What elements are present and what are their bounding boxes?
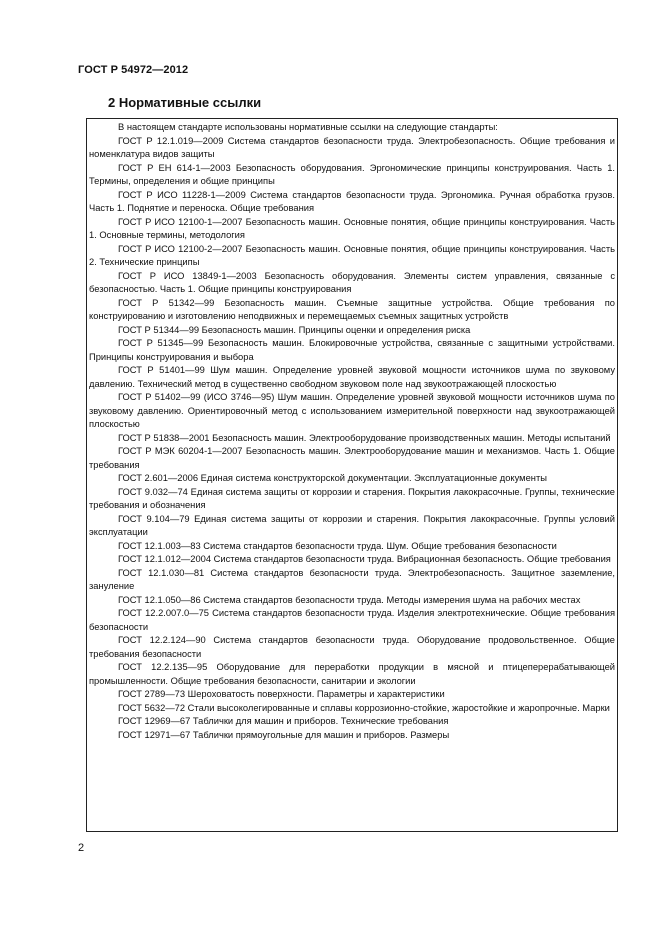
reference-item: ГОСТ Р 51344—99 Безопасность машин. Принципы оценки и определения риска [118, 324, 471, 335]
reference-item: ГОСТ 12971—67 Таблички прямоугольные для машин и приборов. Размеры [118, 729, 450, 740]
reference-item: ГОСТ 9.104—79 Единая система защиты от коррозии и старения. Покрытия лакокрасочные. Группы условий эксплуатации [89, 513, 615, 537]
reference-intro: В настоящем стандарте использованы нормативные ссылки на следующие стандарты: [118, 122, 498, 132]
reference-item: ГОСТ Р ИСО 13849-1—2003 Безопасность оборудования. Элементы систем управления, связанные с безопасностью. Часть 1. Общие принципы конструирования [89, 270, 615, 294]
reference-item: ГОСТ 12969—67 Таблички для машин и приборов. Технические требования [118, 716, 449, 726]
reference-item: ГОСТ Р 51342—99 Безопасность машин. Съемные защитные устройства. Общие требования по конструированию и изготовлению неподвижных и перемещаемых съемных защитных устройств [89, 297, 615, 321]
reference-item: ГОСТ Р МЭК 60204-1—2007 Безопасность машин. Электрооборудование машин и механизмов. Часть 1. Общие требования [89, 446, 615, 470]
reference-item: ГОСТ 12.1.030—81 Система стандартов безопасности труда. Электробезопасность. Защитное заземление, зануление [89, 567, 615, 591]
reference-item: ГОСТ Р ЕН 614-1—2003 Безопасность оборудования. Эргономические принципы конструирования. Часть 1. Термины, определения и общие принципы [89, 162, 615, 186]
reference-item: ГОСТ 12.1.012—2004 Система стандартов безопасности труда. Вибрационная безопасность. Общие требования [118, 554, 611, 564]
reference-item: ГОСТ Р 51838—2001 Безопасность машин. Электрооборудование производственных машин. Методы испытаний [118, 432, 611, 443]
reference-item: ГОСТ Р ИСО 12100-1—2007 Безопасность машин. Основные понятия, общие принципы конструирования. Часть 1. Основные термины, методология [89, 216, 615, 240]
reference-item: ГОСТ 12.1.003—83 Система стандартов безопасности труда. Шум. Общие требования безопасности [118, 540, 557, 551]
reference-item: ГОСТ 9.032—74 Единая система защиты от коррозии и старения. Покрытия лакокрасочные. Группы, технические требования и обозначения [89, 486, 615, 510]
document-header: ГОСТ Р 54972—2012 [78, 64, 189, 76]
reference-item: ГОСТ 12.2.007.0—75 Система стандартов безопасности труда. Изделия электротехнические. Общие требования безопасности [89, 608, 615, 632]
reference-item: ГОСТ Р 12.1.019—2009 Система стандартов безопасности труда. Электробезопасность. Общие требования и номенклатура видов защиты [89, 135, 615, 159]
reference-item: ГОСТ Р 51402—99 (ИСО 3746—95) Шум машин. Определение уровней звуковой мощности источников шума по звуковому давлению. Ориентировочный метод с использованием измерительной поверхности над звукоотражающей плоскостью [89, 392, 615, 429]
reference-item: ГОСТ 12.1.050—86 Система стандартов безопасности труда. Методы измерения шума на рабочих местах [118, 594, 581, 605]
references-list [89, 121, 615, 742]
page-number: 2 [78, 842, 85, 854]
reference-item: ГОСТ 2789—73 Шероховатость поверхности. Параметры и характеристики [118, 689, 445, 699]
reference-item: ГОСТ 12.2.124—90 Система стандартов безопасности труда. Оборудование продовольственное. Общие требования безопасности [89, 635, 615, 659]
reference-item: ГОСТ Р 51345—99 Безопасность машин. Блокировочные устройства, связанные с защитными устройствами. Принципы конструирования и выбора [89, 338, 615, 362]
reference-item: ГОСТ Р ИСО 11228-1—2009 Система стандартов безопасности труда. Эргономика. Ручная обработка грузов. Часть 1. Поднятие и переноска. Общие требования [89, 189, 615, 213]
reference-item: ГОСТ 2.601—2006 Единая система конструкторской документации. Эксплуатационные документы [118, 473, 547, 483]
reference-item: ГОСТ Р ИСО 12100-2—2007 Безопасность машин. Основные понятия, общие принципы конструирования. Часть 2. Технические принципы [89, 243, 615, 267]
reference-item: ГОСТ Р 51401—99 Шум машин. Определение уровней звуковой мощности источников шума по звуковому давлению. Технический метод в существенно свободном звуковом поле над звукоотражающей плоскостью [89, 365, 615, 389]
reference-item: ГОСТ 5632—72 Стали высоколегированные и сплавы коррозионно-стойкие, жаростойкие и жаропрочные. Марки [118, 702, 610, 713]
section-title: 2 Нормативные ссылки [108, 95, 262, 110]
reference-item: ГОСТ 12.2.135—95 Оборудование для переработки продукции в мясной и птицеперерабатывающей промышленности. Общие требования безопасности, санитарии и экологии [89, 662, 615, 686]
